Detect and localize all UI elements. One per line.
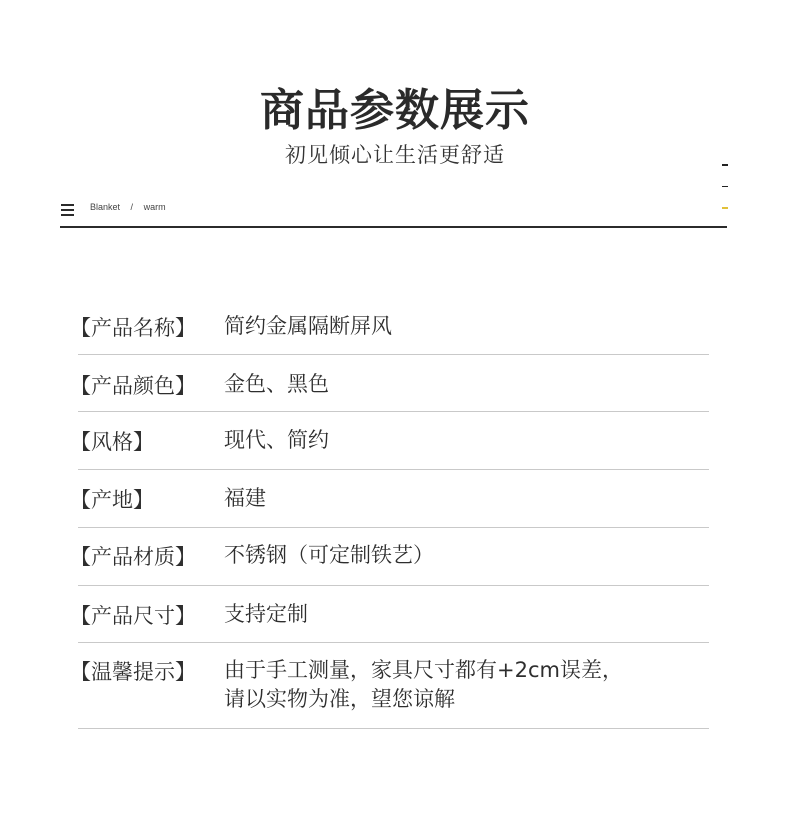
spec-row bbox=[70, 470, 709, 528]
spec-row bbox=[70, 643, 709, 729]
spec-label: 【产品颜色】 bbox=[70, 374, 196, 398]
breadcrumb-separator: / bbox=[130, 202, 134, 212]
spec-row bbox=[70, 528, 709, 586]
spec-value-line2: 请以实物为准，望您谅解 bbox=[224, 687, 455, 711]
spec-value: 支持定制 bbox=[224, 602, 308, 626]
side-mark bbox=[722, 186, 728, 188]
breadcrumb bbox=[90, 202, 166, 212]
spec-value: 不锈钢（可定制铁艺） bbox=[224, 543, 434, 567]
side-mark bbox=[722, 164, 728, 166]
spec-row bbox=[70, 300, 709, 355]
spec-value: 简约金属隔断屏风 bbox=[224, 314, 392, 338]
spec-value: 福建 bbox=[224, 486, 266, 510]
nav-bar bbox=[60, 200, 727, 228]
spec-value: 金色、黑色 bbox=[224, 372, 329, 396]
breadcrumb-item[interactable]: warm bbox=[143, 202, 166, 212]
menu-icon[interactable] bbox=[61, 204, 74, 216]
spec-value: 现代、简约 bbox=[224, 428, 329, 452]
breadcrumb-item[interactable]: Blanket bbox=[90, 202, 121, 212]
spec-label: 【风格】 bbox=[70, 430, 154, 454]
spec-row bbox=[70, 586, 709, 643]
page-subtitle: 初见倾心让生活更舒适 bbox=[285, 143, 505, 167]
spec-label: 【产品材质】 bbox=[70, 545, 196, 569]
spec-label: 【产品名称】 bbox=[70, 316, 196, 340]
spec-value: 由于手工测量，家具尺寸都有+2cm误差， bbox=[224, 658, 623, 682]
page-title: 商品参数展示 bbox=[260, 85, 530, 136]
spec-table bbox=[70, 300, 709, 729]
spec-row bbox=[70, 355, 709, 412]
spec-label: 【产品尺寸】 bbox=[70, 604, 196, 628]
spec-row bbox=[70, 412, 709, 470]
spec-label: 【温馨提示】 bbox=[70, 660, 196, 684]
spec-label: 【产地】 bbox=[70, 488, 154, 512]
